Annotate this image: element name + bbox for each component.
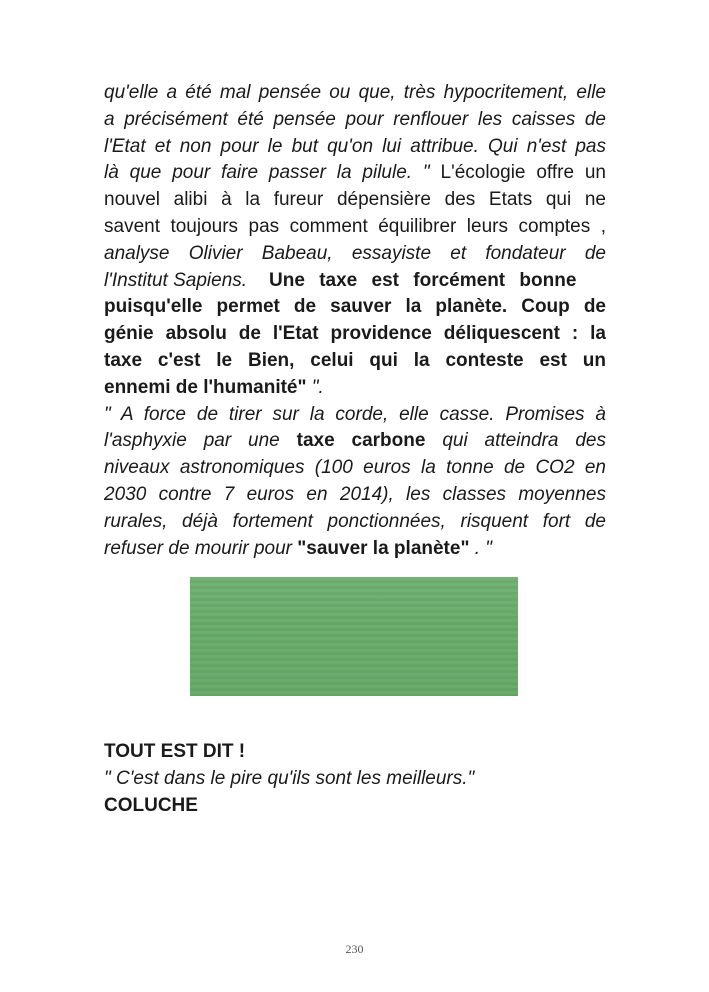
text-line: [104, 160, 606, 187]
text-line: analyse Olivier Babeau, essayiste et fondateur de: [104, 242, 606, 264]
text-line: savent toujours pas comment équilibrer leurs comptes ,: [104, 215, 606, 237]
text-line: nouvel alibi à la fureur dépensière des Etats qui ne: [104, 189, 606, 211]
text-line: puisqu'elle permet de sauver la planète. Coup de: [104, 296, 606, 318]
text-line: [104, 536, 606, 563]
text-run: l'Institut Sapiens.: [104, 269, 248, 291]
text-run: ".: [306, 376, 324, 398]
text-line: " A force de tirer sur la corde, elle casse. Promises à: [104, 403, 606, 425]
text-line: rurales, déjà fortement ponctionnées, risquent fort de: [104, 510, 606, 532]
text-line: l'Etat et non pour le but qu'on lui attribue. Qui n'est pas: [104, 135, 606, 157]
text-run: L'écologie offre un: [429, 162, 606, 184]
text-line: a précisément été pensée pour renflouer les caisses de: [104, 108, 606, 130]
text-run: Une taxe est forcément bonne: [269, 269, 577, 291]
text-run: l'asphyxie par une: [104, 430, 297, 452]
text-run: ennemi de l'humanité": [104, 376, 307, 398]
text-line: [104, 428, 606, 455]
page-number: 230: [345, 942, 364, 956]
text-run: là que pour faire passer la pilule. ": [104, 162, 430, 184]
closing-author: COLUCHE: [104, 795, 198, 816]
text-run: refuser de mourir pour: [104, 537, 298, 559]
text-run: . ": [469, 537, 493, 559]
closing-quote: " C'est dans le pire qu'ils sont les meilleurs.": [104, 768, 475, 789]
text-run: taxe carbone: [296, 430, 426, 452]
text-line: niveaux astronomiques (100 euros la tonne de CO2 en: [104, 457, 606, 479]
text-run: qui atteindra des: [425, 430, 606, 452]
text-run: "sauver la planète": [297, 537, 470, 559]
body-text: [104, 80, 606, 562]
text-line: [104, 375, 606, 402]
text-line: [104, 268, 620, 295]
text-line: qu'elle a été mal pensée ou que, très hypocritement, elle: [104, 82, 606, 103]
text-line: taxe c'est le Bien, celui qui la conteste est un: [104, 349, 606, 371]
green-image: [190, 577, 518, 696]
closing-heading: TOUT EST DIT !: [104, 741, 246, 762]
closing-block: [104, 738, 624, 819]
text-line: génie absolu de l'Etat providence déliquescent : la: [104, 323, 606, 345]
text-line: 2030 contre 7 euros en 2014), les classes moyennes: [104, 483, 606, 505]
